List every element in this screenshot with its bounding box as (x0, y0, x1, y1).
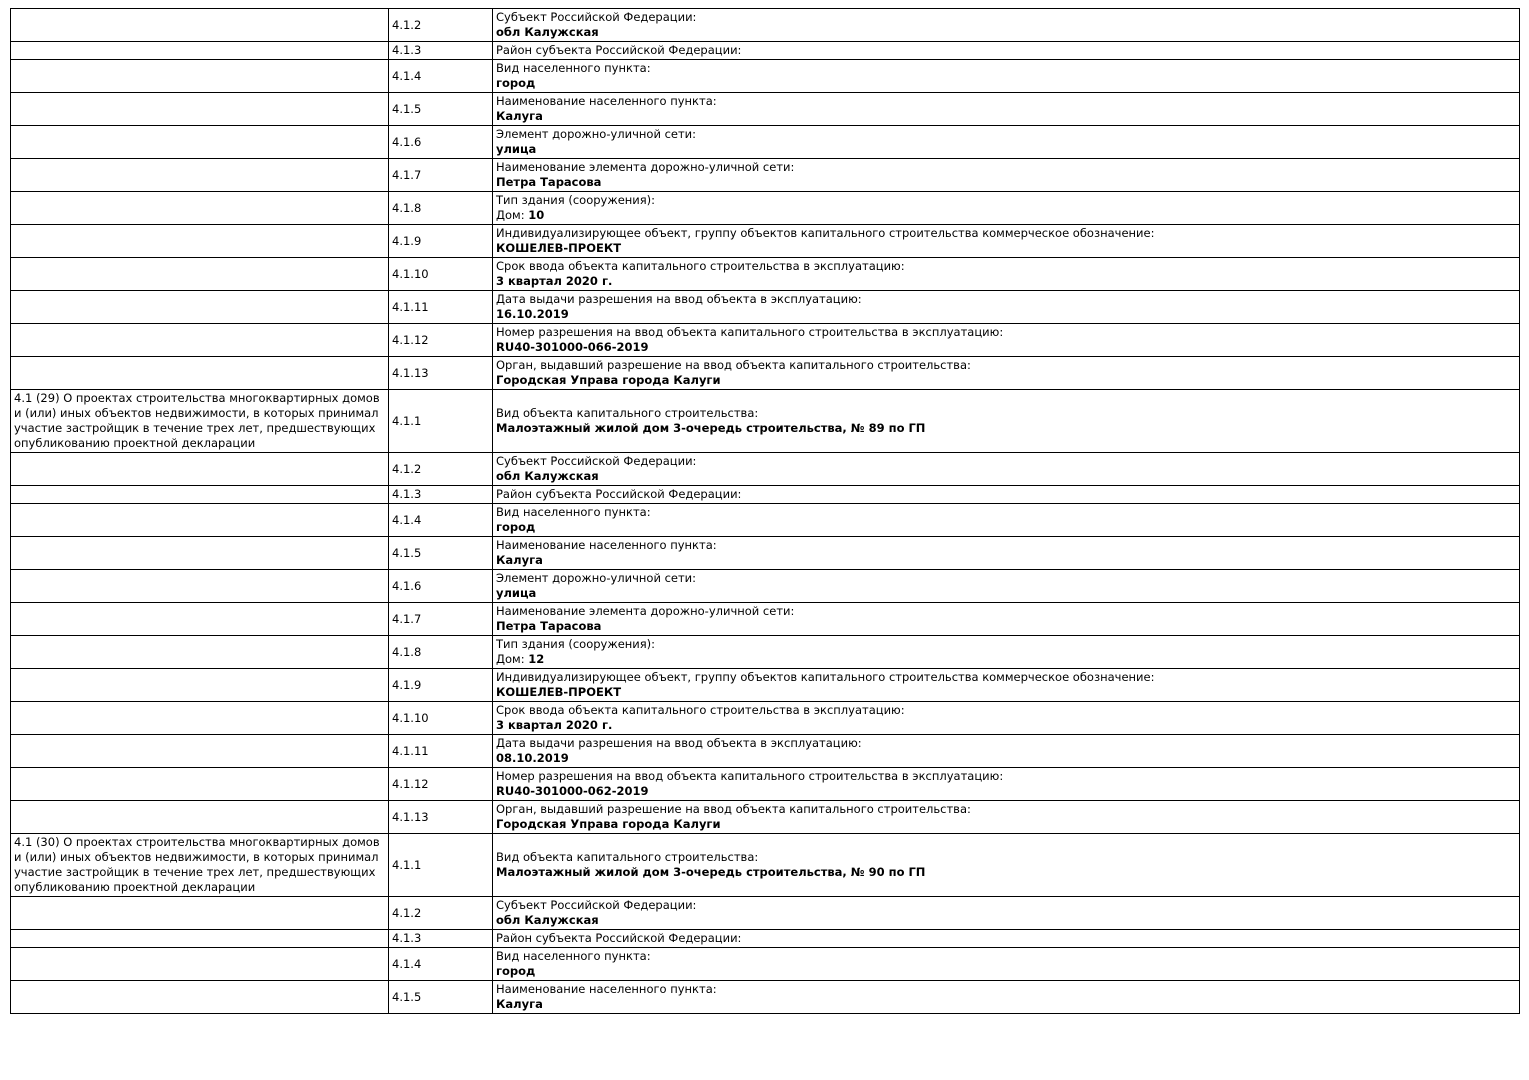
table-row (11, 702, 1520, 735)
row-code: 4.1.2 (389, 453, 493, 486)
field-value-line (496, 340, 1516, 355)
field-value-line (496, 817, 1516, 832)
field-value: обл Калужская (496, 913, 599, 927)
field-value: Калуга (496, 553, 543, 567)
field-value: обл Калужская (496, 469, 599, 483)
field-label: Вид объекта капитального строительства: (496, 850, 759, 864)
field-label: Вид объекта капитального строительства: (496, 406, 759, 420)
field-label: Вид населенного пункта: (496, 949, 651, 963)
row-code: 4.1.11 (389, 735, 493, 768)
row-code: 4.1.7 (389, 159, 493, 192)
field-label: Субъект Российской Федерации: (496, 10, 697, 24)
field-label: Наименование населенного пункта: (496, 538, 717, 552)
field-value: обл Калужская (496, 25, 599, 39)
section-description (11, 225, 389, 258)
field-label: Наименование населенного пункта: (496, 982, 717, 996)
row-code: 4.1.12 (389, 324, 493, 357)
table-row (11, 948, 1520, 981)
table-row (11, 897, 1520, 930)
section-description (11, 930, 389, 948)
field-value-line (496, 25, 1516, 40)
field-value-line (496, 718, 1516, 733)
field-value-line (496, 373, 1516, 388)
row-code: 4.1.4 (389, 60, 493, 93)
row-code: 4.1.3 (389, 486, 493, 504)
section-description (11, 603, 389, 636)
table-row (11, 981, 1520, 1014)
table-row (11, 126, 1520, 159)
row-code: 4.1.3 (389, 42, 493, 60)
section-description (11, 60, 389, 93)
field-value: Калуга (496, 997, 543, 1011)
field-value-line (496, 964, 1516, 979)
field-value: Городская Управа города Калуги (496, 817, 721, 831)
row-code: 4.1.7 (389, 603, 493, 636)
field-label: Орган, выдавший разрешение на ввод объекта капитального строительства: (496, 358, 971, 372)
table-row (11, 324, 1520, 357)
row-code: 4.1.1 (389, 834, 493, 897)
field-label: Субъект Российской Федерации: (496, 898, 697, 912)
section-description (11, 192, 389, 225)
section-description (11, 324, 389, 357)
field-value-line (496, 751, 1516, 766)
field-label: Номер разрешения на ввод объекта капитального строительства в эксплуатацию: (496, 325, 1004, 339)
section-description (11, 702, 389, 735)
field-label: Вид населенного пункта: (496, 505, 651, 519)
field-value-line (496, 274, 1516, 289)
section-description (11, 948, 389, 981)
field-value-line (496, 175, 1516, 190)
field-value: улица (496, 142, 537, 156)
section-description: 4.1 (30) О проектах строительства многоквартирных домов и (или) иных объектов недвижимости, в которых принимал участие застройщик в течение трех лет, предшествующих опубликованию проектной декларации (11, 834, 389, 897)
declaration-table (10, 8, 1520, 1014)
table-row (11, 291, 1520, 324)
table-row (11, 453, 1520, 486)
field-label: Район субъекта Российской Федерации: (496, 487, 742, 501)
field-value: Калуга (496, 109, 543, 123)
field-value-prefix: Дом: (496, 652, 529, 666)
table-row (11, 768, 1520, 801)
field-value-line (496, 997, 1516, 1012)
field-value-line (496, 109, 1516, 124)
field-value: Малоэтажный жилой дом 3-очередь строительства, № 89 по ГП (496, 421, 926, 435)
section-description (11, 981, 389, 1014)
table-row (11, 93, 1520, 126)
table-row (11, 636, 1520, 669)
table-row (11, 42, 1520, 60)
field-value: город (496, 520, 536, 534)
field-value-line (496, 469, 1516, 484)
row-code: 4.1.9 (389, 669, 493, 702)
field-value: 3 квартал 2020 г. (496, 274, 613, 288)
field-value: 3 квартал 2020 г. (496, 718, 613, 732)
field-label: Район субъекта Российской Федерации: (496, 43, 742, 57)
field-label: Тип здания (сооружения): (496, 193, 656, 207)
table-row (11, 357, 1520, 390)
field-label: Район субъекта Российской Федерации: (496, 931, 742, 945)
field-value-line (496, 307, 1516, 322)
row-code: 4.1.2 (389, 9, 493, 42)
row-code: 4.1.5 (389, 93, 493, 126)
row-code: 4.1.13 (389, 801, 493, 834)
table-row (11, 834, 1520, 897)
row-code: 4.1.6 (389, 126, 493, 159)
table-row (11, 9, 1520, 42)
field-label: Дата выдачи разрешения на ввод объекта в эксплуатацию: (496, 736, 862, 750)
section-description (11, 357, 389, 390)
field-label: Наименование элемента дорожно-уличной сети: (496, 160, 795, 174)
row-code: 4.1.4 (389, 504, 493, 537)
field-label: Дата выдачи разрешения на ввод объекта в эксплуатацию: (496, 292, 862, 306)
field-label: Срок ввода объекта капитального строительства в эксплуатацию: (496, 259, 905, 273)
field-value: город (496, 964, 536, 978)
field-value: 16.10.2019 (496, 307, 569, 321)
field-value: 08.10.2019 (496, 751, 569, 765)
table-row (11, 225, 1520, 258)
field-label: Элемент дорожно-уличной сети: (496, 127, 697, 141)
section-description (11, 735, 389, 768)
field-value-line (496, 142, 1516, 157)
section-description (11, 42, 389, 60)
table-row (11, 390, 1520, 453)
section-description (11, 570, 389, 603)
table-row (11, 159, 1520, 192)
field-value-line (496, 553, 1516, 568)
section-description (11, 486, 389, 504)
section-description (11, 537, 389, 570)
row-code: 4.1.8 (389, 192, 493, 225)
field-value-line (496, 784, 1516, 799)
table-row (11, 735, 1520, 768)
field-label: Срок ввода объекта капитального строительства в эксплуатацию: (496, 703, 905, 717)
row-code: 4.1.2 (389, 897, 493, 930)
row-code: 4.1.3 (389, 930, 493, 948)
field-value-line (496, 865, 1516, 880)
section-description (11, 669, 389, 702)
section-description (11, 768, 389, 801)
table-row (11, 570, 1520, 603)
field-value-line (496, 208, 1516, 223)
field-label: Тип здания (сооружения): (496, 637, 656, 651)
row-code: 4.1.12 (389, 768, 493, 801)
field-value: RU40-301000-066-2019 (496, 340, 649, 354)
row-code: 4.1.4 (389, 948, 493, 981)
field-value: улица (496, 586, 537, 600)
table-row (11, 192, 1520, 225)
field-value: город (496, 76, 536, 90)
field-label: Наименование элемента дорожно-уличной сети: (496, 604, 795, 618)
field-label: Номер разрешения на ввод объекта капитального строительства в эксплуатацию: (496, 769, 1004, 783)
field-label: Индивидуализирующее объект, группу объектов капитального строительства коммерческое обозначение: (496, 670, 1155, 684)
row-code: 4.1.5 (389, 537, 493, 570)
field-value: Петра Тарасова (496, 619, 602, 633)
field-value-line (496, 586, 1516, 601)
field-value: 12 (528, 652, 545, 666)
table-row (11, 930, 1520, 948)
row-code: 4.1.13 (389, 357, 493, 390)
row-code: 4.1.5 (389, 981, 493, 1014)
field-label: Орган, выдавший разрешение на ввод объекта капитального строительства: (496, 802, 971, 816)
field-value-line (496, 421, 1516, 436)
field-label: Наименование населенного пункта: (496, 94, 717, 108)
section-description (11, 897, 389, 930)
row-code: 4.1.10 (389, 258, 493, 291)
field-label: Вид населенного пункта: (496, 61, 651, 75)
field-value: RU40-301000-062-2019 (496, 784, 649, 798)
section-description (11, 636, 389, 669)
table-row (11, 60, 1520, 93)
row-code: 4.1.1 (389, 390, 493, 453)
field-value-line (496, 520, 1516, 535)
section-description (11, 504, 389, 537)
table-row (11, 801, 1520, 834)
row-code: 4.1.11 (389, 291, 493, 324)
section-description (11, 9, 389, 42)
field-value-line (496, 241, 1516, 256)
section-description: 4.1 (29) О проектах строительства многоквартирных домов и (или) иных объектов недвижимости, в которых принимал участие застройщик в течение трех лет, предшествующих опубликованию проектной декларации (11, 390, 389, 453)
table-row (11, 258, 1520, 291)
field-value-line (496, 619, 1516, 634)
section-description (11, 258, 389, 291)
field-value-line (496, 76, 1516, 91)
table-row (11, 537, 1520, 570)
field-value-line (496, 652, 1516, 667)
field-value-prefix: Дом: (496, 208, 529, 222)
field-label: Элемент дорожно-уличной сети: (496, 571, 697, 585)
declaration-table-body (11, 9, 1520, 1014)
field-value: Петра Тарасова (496, 175, 602, 189)
section-description (11, 93, 389, 126)
table-row (11, 486, 1520, 504)
section-description (11, 126, 389, 159)
section-description (11, 453, 389, 486)
field-value: 10 (528, 208, 545, 222)
table-row (11, 504, 1520, 537)
field-value: Городская Управа города Калуги (496, 373, 721, 387)
field-value-line (496, 913, 1516, 928)
row-code: 4.1.10 (389, 702, 493, 735)
field-value: Малоэтажный жилой дом 3-очередь строительства, № 90 по ГП (496, 865, 926, 879)
row-code: 4.1.8 (389, 636, 493, 669)
field-value: КОШЕЛЕВ-ПРОЕКТ (496, 241, 622, 255)
section-description (11, 159, 389, 192)
section-description (11, 801, 389, 834)
field-value: КОШЕЛЕВ-ПРОЕКТ (496, 685, 622, 699)
field-label: Субъект Российской Федерации: (496, 454, 697, 468)
table-row (11, 669, 1520, 702)
field-label: Индивидуализирующее объект, группу объектов капитального строительства коммерческое обозначение: (496, 226, 1155, 240)
field-value-line (496, 685, 1516, 700)
row-code: 4.1.6 (389, 570, 493, 603)
section-description (11, 291, 389, 324)
table-row (11, 603, 1520, 636)
row-code: 4.1.9 (389, 225, 493, 258)
